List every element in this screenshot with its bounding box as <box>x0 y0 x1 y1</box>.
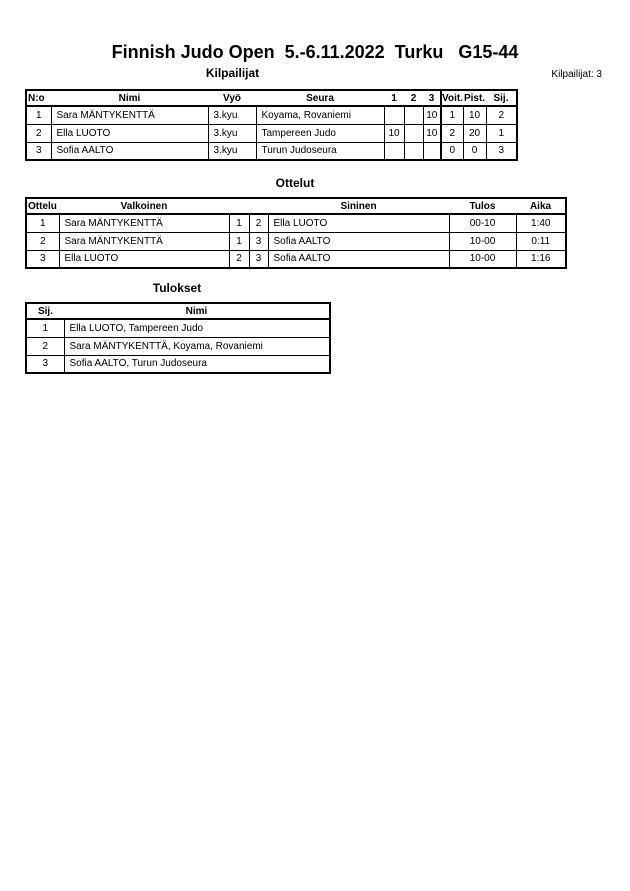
cell-competitor-no: 3 <box>26 142 51 160</box>
cell-score-vs-2 <box>404 106 423 124</box>
cell-white-no: 1 <box>229 232 249 250</box>
cell-competitor-belt: 3.kyu <box>208 124 256 142</box>
cell-competitor-name: Sofia AALTO <box>51 142 208 160</box>
col-header-club: Seura <box>256 90 384 106</box>
cell-match-no: 1 <box>26 214 59 232</box>
cell-blue-no: 2 <box>249 214 268 232</box>
competitor-row <box>26 142 517 160</box>
col-header-blue-no <box>249 198 268 214</box>
col-header-place: Sij. <box>26 303 64 319</box>
col-header-wins: Voit. <box>441 90 463 106</box>
cell-place: 1 <box>486 124 517 142</box>
result-row <box>26 319 330 337</box>
cell-score-vs-3 <box>423 142 441 160</box>
cell-blue-name: Sofia AALTO <box>268 250 449 268</box>
col-header-blue: Sininen <box>268 198 449 214</box>
competitor-row <box>26 124 517 142</box>
results-table <box>25 302 331 374</box>
matches-section-title: Ottelut <box>275 176 315 190</box>
cell-result: 00-10 <box>449 214 516 232</box>
cell-competitor-club: Koyama, Rovaniemi <box>256 106 384 124</box>
cell-score-vs-2 <box>404 142 423 160</box>
matches-table <box>25 197 567 269</box>
cell-wins: 1 <box>441 106 463 124</box>
col-header-opponent-1: 1 <box>384 90 404 106</box>
competitors-table <box>25 89 518 161</box>
cell-blue-name: Ella LUOTO <box>268 214 449 232</box>
cell-competitor-no: 2 <box>26 124 51 142</box>
cell-place: 3 <box>26 355 64 373</box>
cell-match-no: 3 <box>26 250 59 268</box>
cell-name: Ella LUOTO, Tampereen Judo <box>64 319 330 337</box>
cell-blue-no: 3 <box>249 232 268 250</box>
cell-score-vs-3: 10 <box>423 106 441 124</box>
col-header-points: Pist. <box>463 90 486 106</box>
match-row <box>26 214 566 232</box>
cell-competitor-name: Sara MÄNTYKENTTÄ <box>51 106 208 124</box>
col-header-no: N:o <box>26 90 51 106</box>
page-title: Finnish Judo Open 5.-6.11.2022 Turku G15-44 <box>111 42 519 62</box>
cell-place: 1 <box>26 319 64 337</box>
competitors-header-row <box>26 90 517 106</box>
competitors-section-title: Kilpailijat <box>205 66 260 80</box>
col-header-opponent-2: 2 <box>404 90 423 106</box>
cell-competitor-club: Tampereen Judo <box>256 124 384 142</box>
cell-competitor-no: 1 <box>26 106 51 124</box>
cell-time: 1:40 <box>516 214 566 232</box>
cell-competitor-name: Ella LUOTO <box>51 124 208 142</box>
cell-result: 10-00 <box>449 250 516 268</box>
cell-place: 3 <box>486 142 517 160</box>
col-header-place: Sij. <box>486 90 517 106</box>
cell-competitor-belt: 3.kyu <box>208 142 256 160</box>
cell-result: 10-00 <box>449 232 516 250</box>
cell-white-no: 2 <box>229 250 249 268</box>
cell-place: 2 <box>26 337 64 355</box>
results-header-row <box>26 303 330 319</box>
cell-wins: 2 <box>441 124 463 142</box>
results-section-title: Tulokset <box>152 281 202 295</box>
cell-points: 20 <box>463 124 486 142</box>
cell-points: 10 <box>463 106 486 124</box>
cell-white-no: 1 <box>229 214 249 232</box>
cell-score-vs-1 <box>384 106 404 124</box>
col-header-opponent-3: 3 <box>423 90 441 106</box>
col-header-time: Aika <box>516 198 566 214</box>
cell-score-vs-1 <box>384 142 404 160</box>
cell-name: Sofia AALTO, Turun Judoseura <box>64 355 330 373</box>
cell-score-vs-3: 10 <box>423 124 441 142</box>
competitors-count: Kilpailijat: 3 <box>551 69 602 80</box>
cell-blue-name: Sofia AALTO <box>268 232 449 250</box>
col-header-belt: Vyö <box>208 90 256 106</box>
cell-time: 0:11 <box>516 232 566 250</box>
result-row <box>26 355 330 373</box>
result-row <box>26 337 330 355</box>
cell-competitor-club: Turun Judoseura <box>256 142 384 160</box>
col-header-name: Nimi <box>64 303 330 319</box>
matches-header-row <box>26 198 566 214</box>
col-header-match: Ottelu <box>26 198 59 214</box>
cell-white-name: Sara MÄNTYKENTTÄ <box>59 232 229 250</box>
cell-competitor-belt: 3.kyu <box>208 106 256 124</box>
cell-match-no: 2 <box>26 232 59 250</box>
cell-score-vs-2 <box>404 124 423 142</box>
col-header-white-no <box>229 198 249 214</box>
cell-blue-no: 3 <box>249 250 268 268</box>
cell-white-name: Ella LUOTO <box>59 250 229 268</box>
cell-place: 2 <box>486 106 517 124</box>
col-header-name: Nimi <box>51 90 208 106</box>
cell-wins: 0 <box>441 142 463 160</box>
cell-points: 0 <box>463 142 486 160</box>
col-header-white: Valkoinen <box>59 198 229 214</box>
match-row <box>26 250 566 268</box>
competitor-row <box>26 106 517 124</box>
cell-score-vs-1: 10 <box>384 124 404 142</box>
col-header-result: Tulos <box>449 198 516 214</box>
match-row <box>26 232 566 250</box>
cell-white-name: Sara MÄNTYKENTTÄ <box>59 214 229 232</box>
cell-time: 1:16 <box>516 250 566 268</box>
cell-name: Sara MÄNTYKENTTÄ, Koyama, Rovaniemi <box>64 337 330 355</box>
